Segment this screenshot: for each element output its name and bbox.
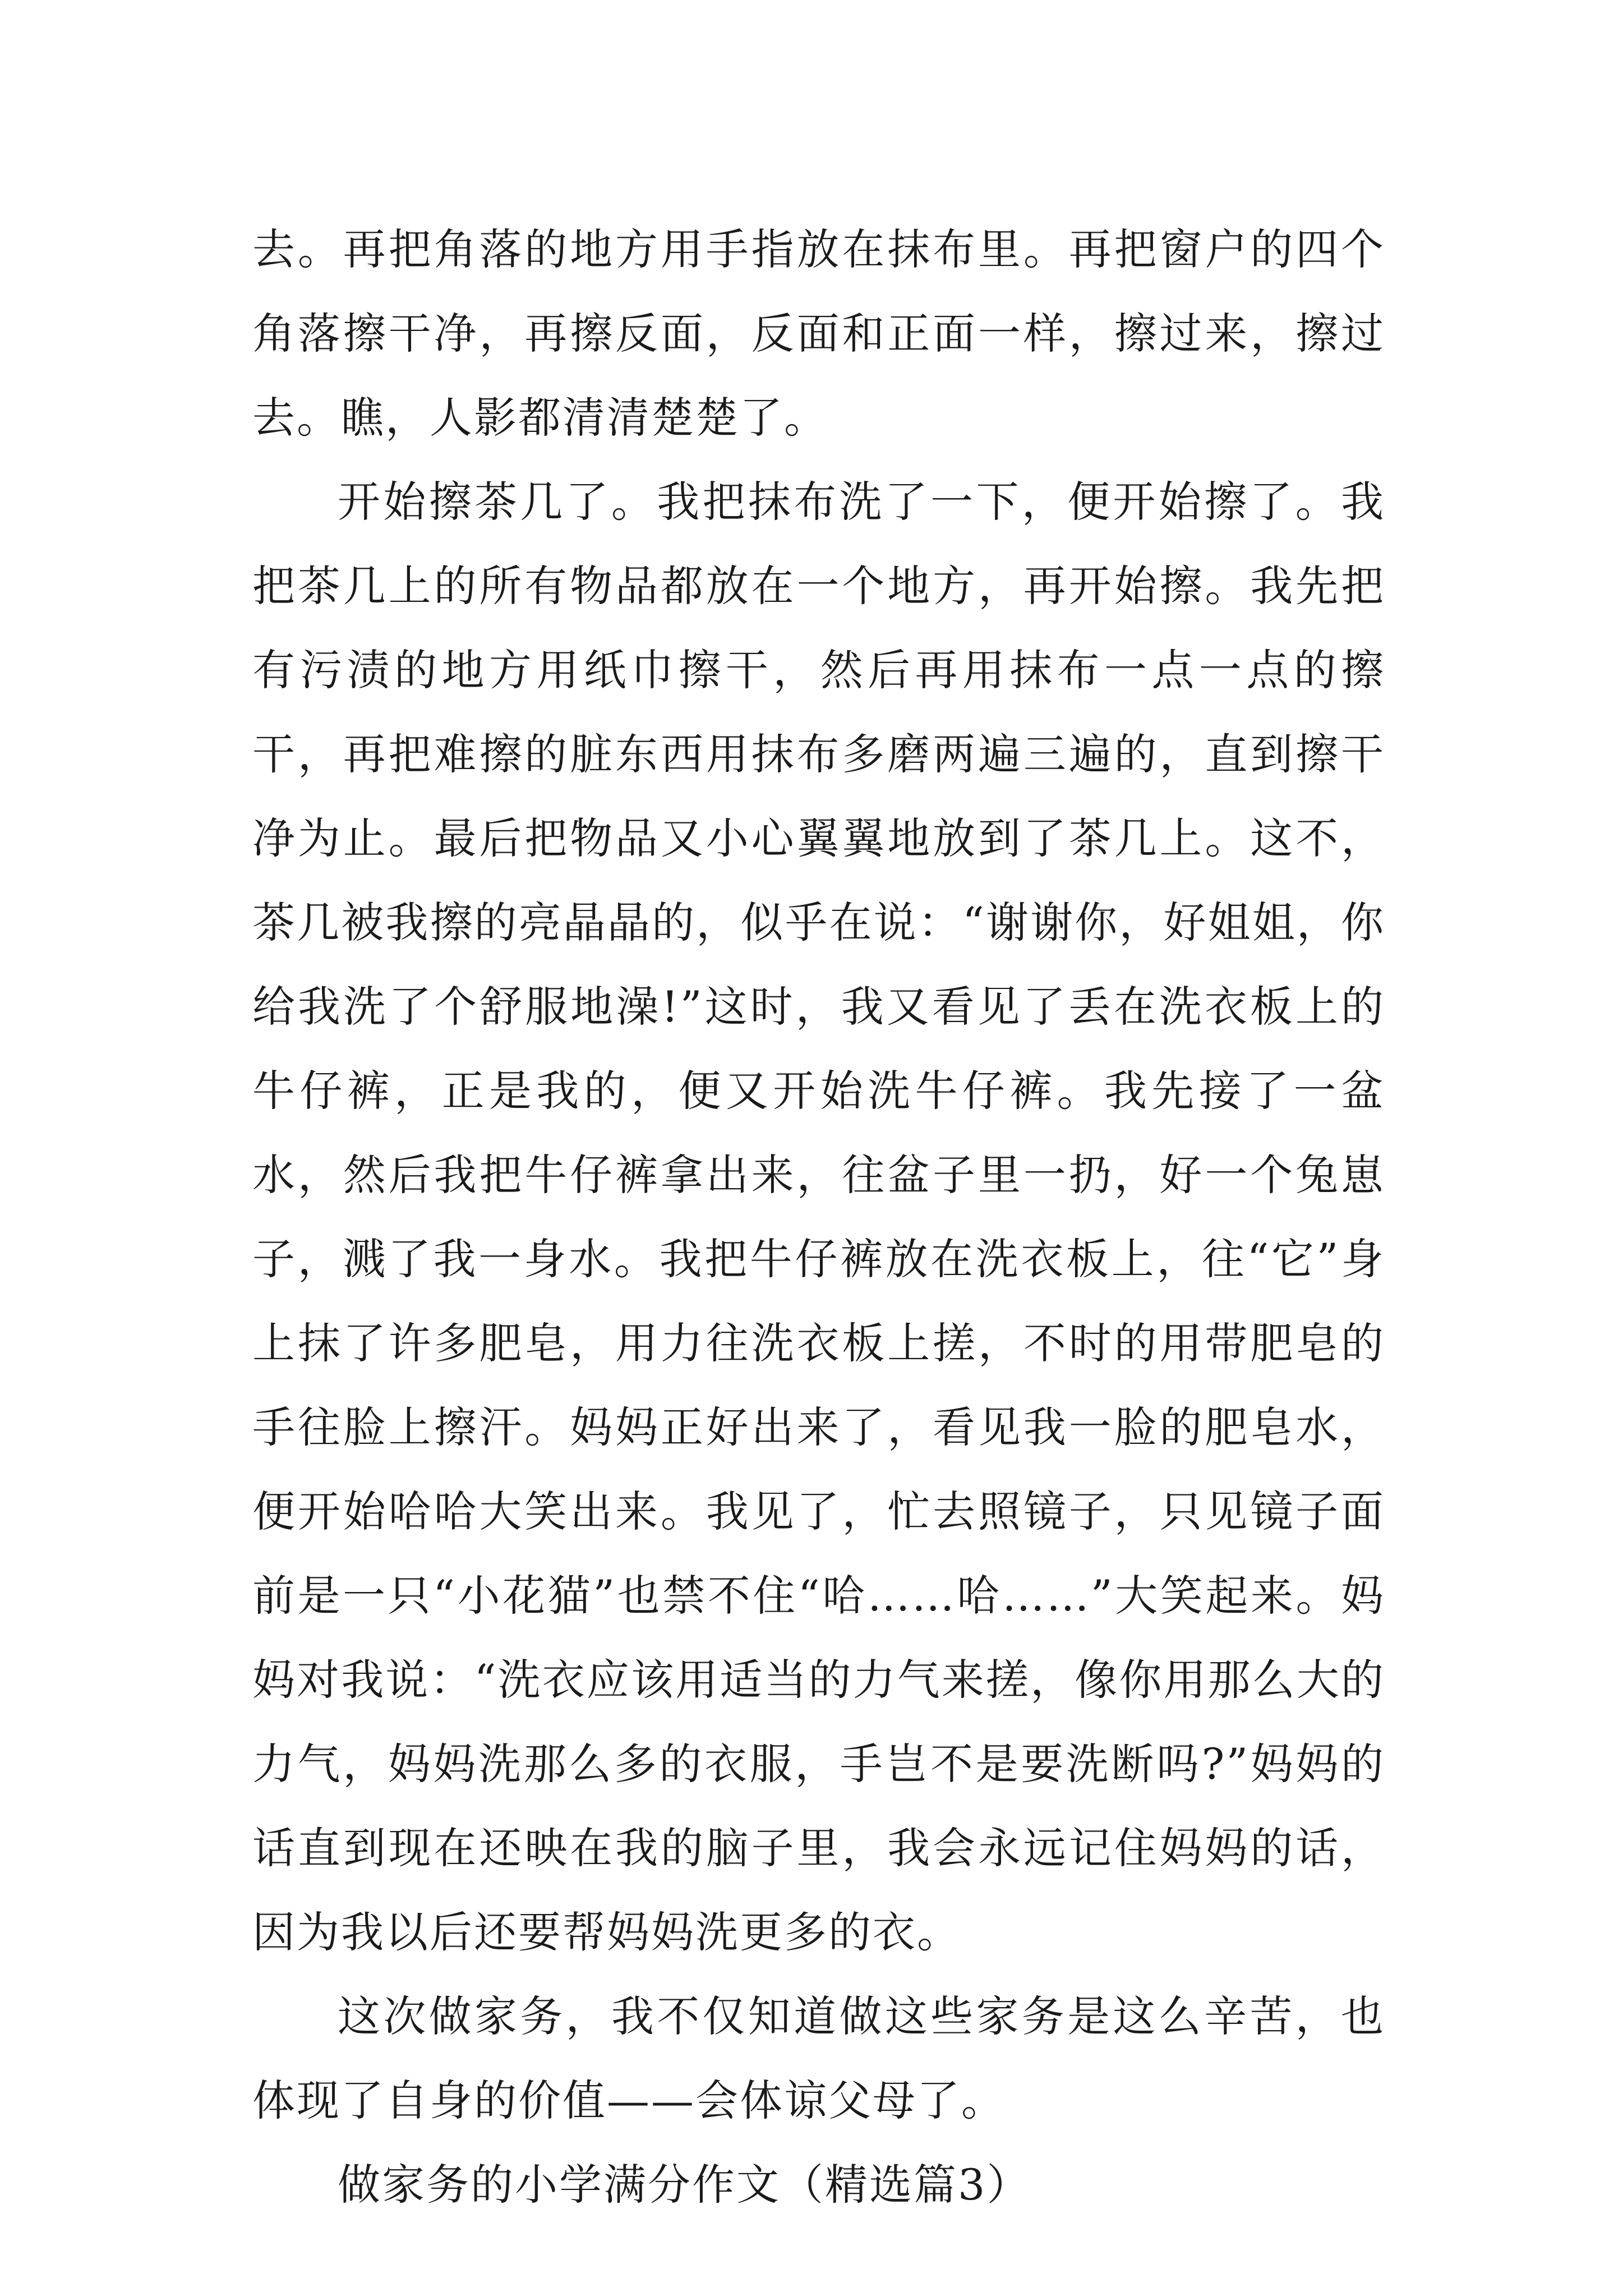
paragraph-continuation: 去。再把角落的地方用手指放在抹布里。再把窗户的四个角落擦干净，再擦反面，反面和正面一样，擦过来，擦过去。瞧，人影都清清楚楚了。: [252, 224, 1385, 443]
paragraph-conclusion: 这次做家务，我不仅知道做这些家务是这么辛苦，也体现了自身的价值——会体谅父母了。: [252, 1991, 1385, 2125]
section-heading: 做家务的小学满分作文（精选篇3）: [338, 2160, 1031, 2210]
paragraph-tea-table: 开始擦茶几了。我把抹布洗了一下，便开始擦了。我把茶几上的所有物品都放在一个地方，再开始擦。我先把有污渍的地方用纸巾擦干，然后再用抹布一点一点的擦干，再把难擦的脏东西用抹布多磨两遍三遍的，直到擦干净为止。最后把物品又小心翼翼地放到了茶几上。这不，茶几被我擦的亮晶晶的，似乎在说：“谢谢你，好姐姐，你给我洗了个舒服地澡!”这时，我又看见了丢在洗衣板上的牛仔裤，正是我的，便又开始洗牛仔裤。我先接了一盆水，然后我把牛仔裤拿出来，往盆子里一扔，好一个兔崽子，溅了我一身水。我把牛仔裤放在洗衣板上，往“它”身上抹了许多肥皂，用力往洗衣板上搓，不时的用带肥皂的手往脸上擦汗。妈妈正好出来了，看见我一脸的肥皂水，便开始哈哈大笑出来。我见了，忙去照镜子，只见镜子面前是一只“小花猫”也禁不住“哈……哈……”大笑起来。妈妈对我说：“洗衣应该用适当的力气来搓，像你用那么大的力气，妈妈洗那么多的衣服，手岂不是要洗断吗?”妈妈的话直到现在还映在我的脑子里，我会永远记住妈妈的话，因为我以后还要帮妈妈洗更多的衣。: [252, 477, 1385, 1957]
essay-body: [252, 208, 1385, 2227]
